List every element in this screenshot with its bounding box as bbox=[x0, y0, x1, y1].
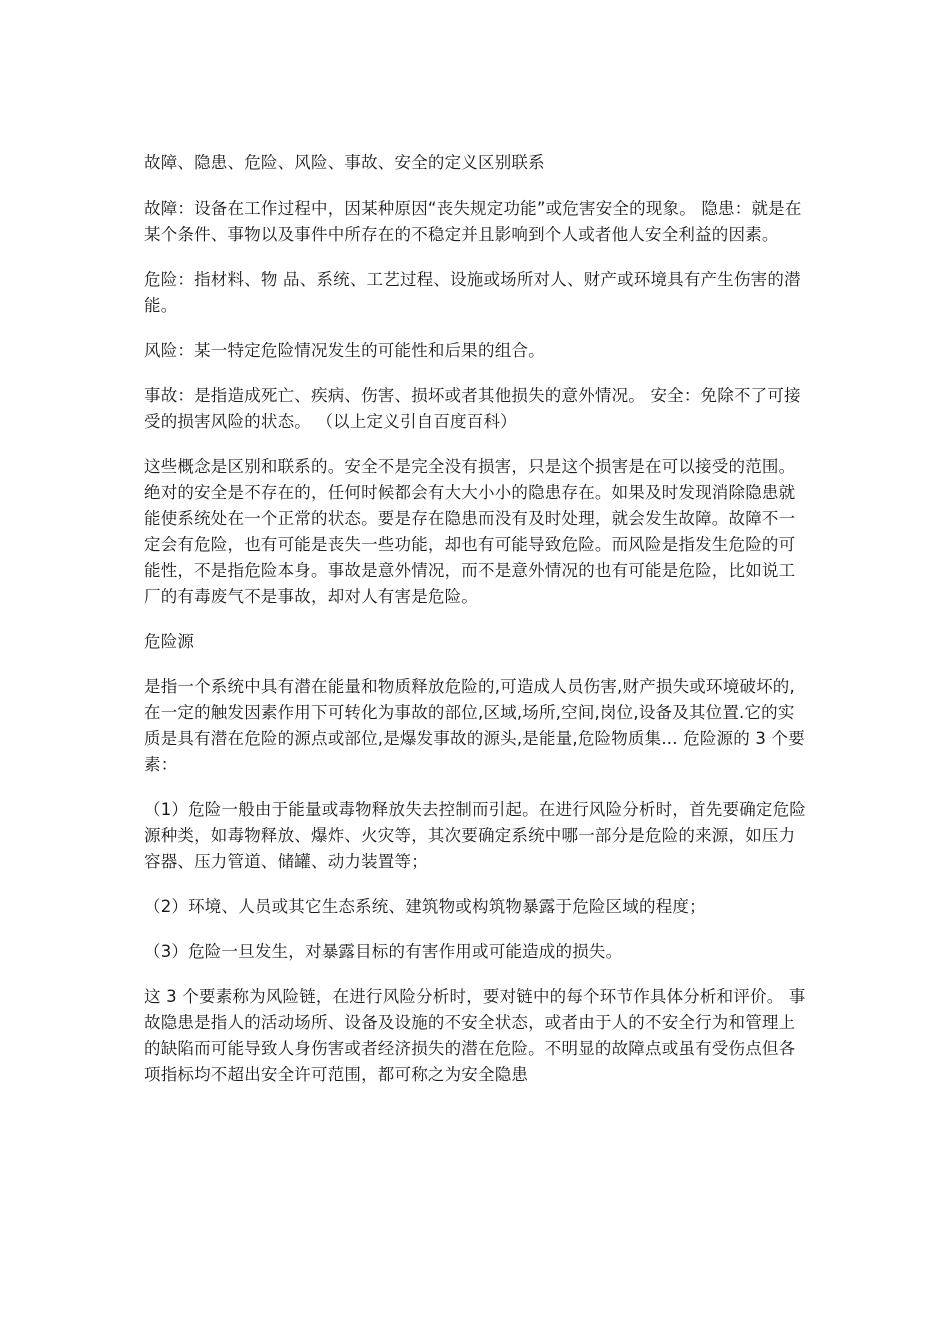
paragraph-risk-definition: 风险：某一特定危险情况发生的可能性和后果的组合。 bbox=[144, 341, 545, 360]
paragraph-accident-safety-definition: 事故：是指造成死亡、疾病、伤害、损坏或者其他损失的意外情况。 安全：免除不了可接受的损害风险的状态。 （以上定义引自百度百科） bbox=[144, 386, 801, 431]
list-item-element-2: （2）环境、人员或其它生态系统、建筑物或构筑物暴露于危险区域的程度； bbox=[144, 897, 706, 916]
paragraph-fault-hazard-definition: 故障：设备在工作过程中，因某种原因“丧失规定功能”或危害安全的现象。 隐患：就是在某个条件、事物以及事件中所存在的不稳定并且影响到个人或者他人安全利益的因素。 bbox=[144, 199, 802, 244]
document-title: 故障、隐患、危险、风险、事故、安全的定义区别联系 bbox=[144, 153, 545, 172]
list-item-element-1: （1）危险一般由于能量或毒物释放失去控制而引起。在进行风险分析时，首先要确定危险源种类，如毒物释放、爆炸、火灾等，其次要确定系统中哪一部分是危险的来源，如压力容器、压力管道、储罐、动力装置等； bbox=[144, 800, 806, 871]
paragraph-concept-relations: 这些概念是区别和联系的。安全不是完全没有损害，只是这个损害是在可以接受的范围。绝对的安全是不存在的，任何时候都会有大大小小的隐患存在。如果及时发现消除隐患就能使系统处在一个正常的状态。要是存在隐患而没有及时处理，就会发生故障。故障不一定会有危险，也有可能是丧失一些功能，却也有可能导致危险。而风险是指发生危险的可能性，不是指危险本身。事故是意外情况，而不是意外情况的也有可能是危险，比如说工厂的有毒废气不是事故，却对人有害是危险。 bbox=[144, 457, 796, 606]
paragraph-danger-definition: 危险：指材料、物 品、系统、工艺过程、设施或场所对人、财产或环境具有产生伤害的潜能。 bbox=[144, 270, 801, 315]
section-heading-hazard-source: 危险源 bbox=[144, 632, 195, 651]
paragraph-hazard-source-definition: 是指一个系统中具有潜在能量和物质释放危险的,可造成人员伤害,财产损失或环境破坏的,在一定的触发因素作用下可转化为事故的部位,区域,场所,空间,岗位,设备及其位置.它的实质是具有潜在危险的源点或部位,是爆发事故的源头,是能量,危险物质集... 危险源的 3 个要素： bbox=[144, 677, 805, 774]
list-item-element-3: （3）危险一旦发生，对暴露目标的有害作用或可能造成的损失。 bbox=[144, 942, 623, 961]
document-body bbox=[144, 150, 806, 1107]
paragraph-risk-chain: 这 3 个要素称为风险链，在进行风险分析时，要对链中的每个环节作具体分析和评价。 事故隐患是指人的活动场所、设备及设施的不安全状态，或者由于人的不安全行为和管理上的缺陷而可能导致人身伤害或者经济损失的潜在危险。不明显的故障点或虽有受伤点但各项指标均不超出安全许可范围，都可称之为安全隐患 bbox=[144, 987, 806, 1084]
